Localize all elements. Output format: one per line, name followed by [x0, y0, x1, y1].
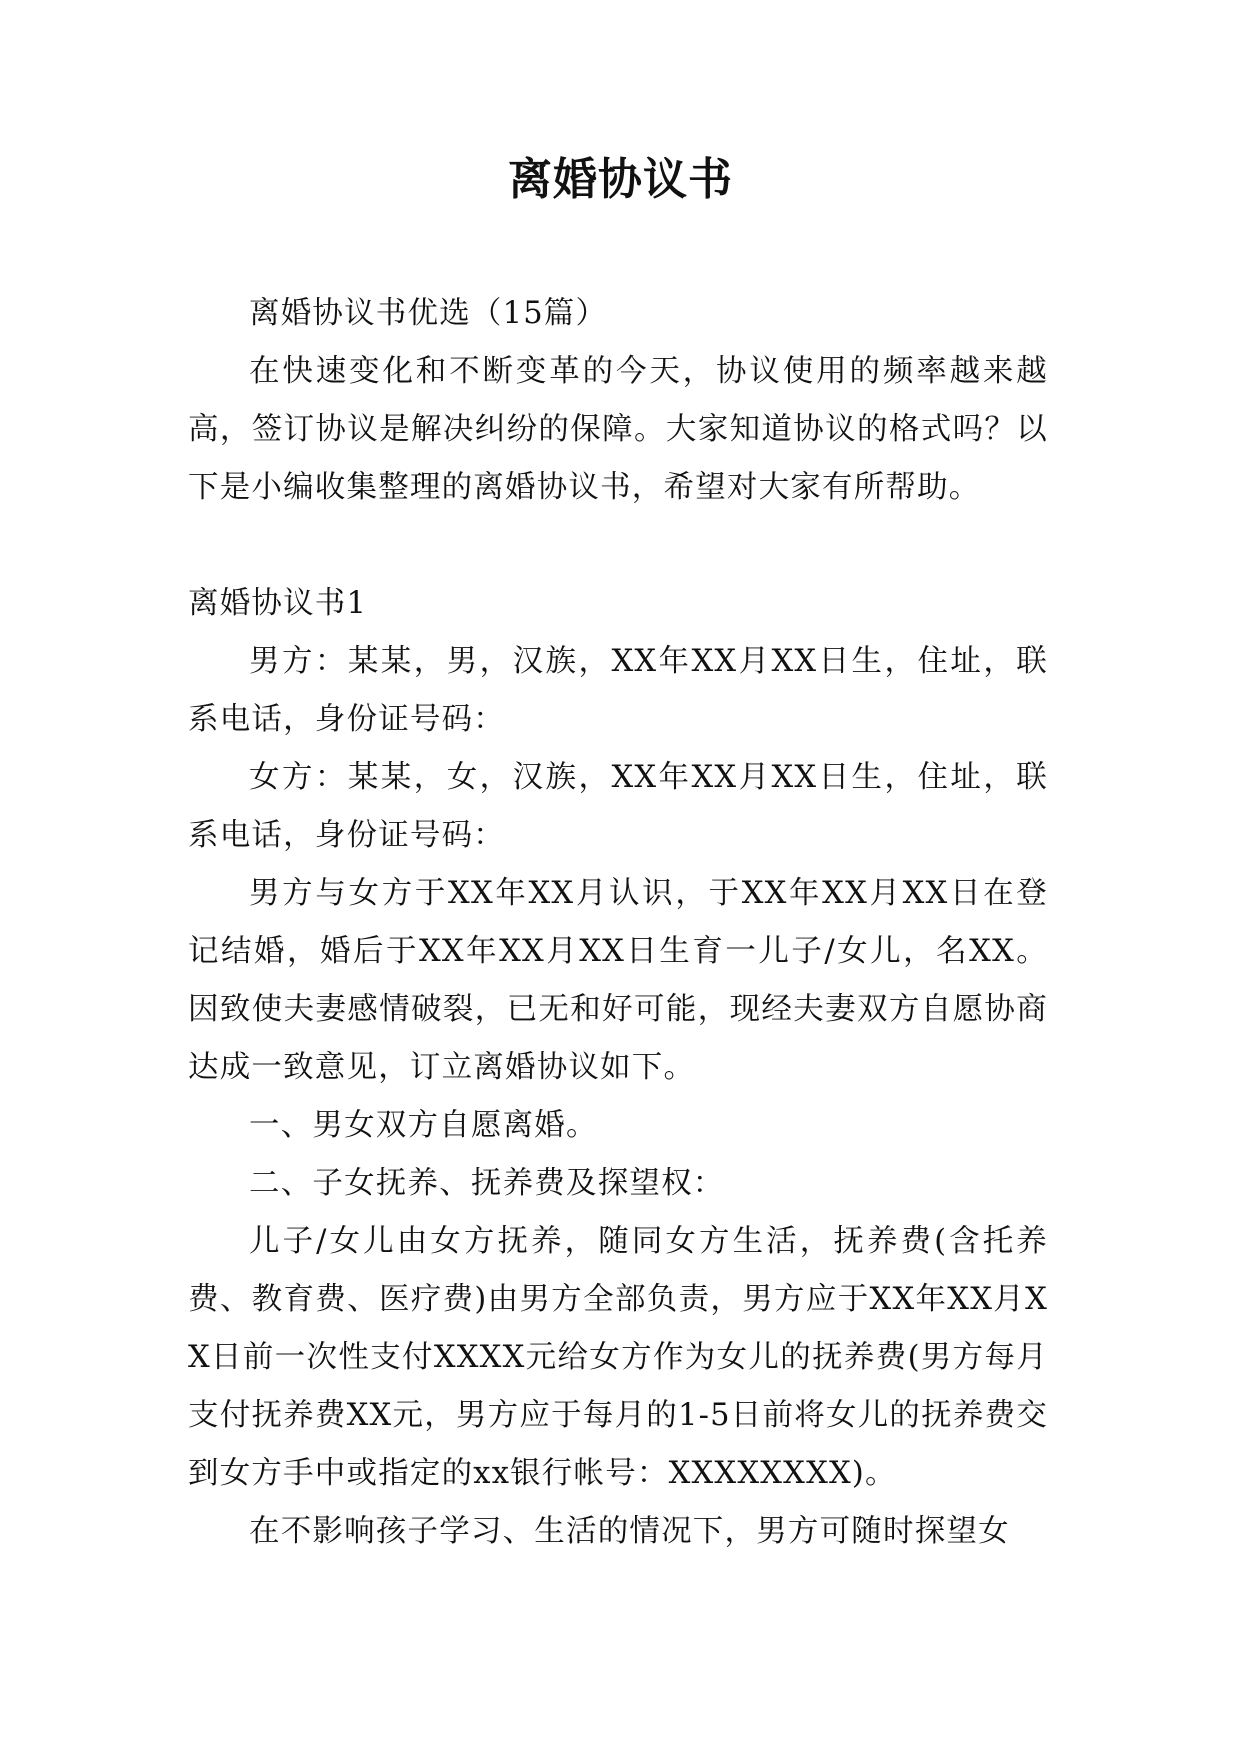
paragraph-marriage-facts: 男方与女方于XX年XX月认识，于XX年XX月XX日在登记结婚，婚后于XX年XX月XX日生育一儿子/女儿，名XX。因致使夫妻感情破裂，已无和好可能，现经夫妻双方自愿协商达成一致意见，订立离婚协议如下。	[188, 876, 1048, 1085]
document-subtitle: 离婚协议书优选（15篇）	[249, 296, 608, 331]
intro-paragraph: 在快速变化和不断变革的今天，协议使用的频率越来越高，签订协议是解决纠纷的保障。大家知道协议的格式吗？以下是小编收集整理的离婚协议书，希望对大家有所帮助。	[188, 354, 1048, 505]
paragraph-spacer	[188, 517, 1048, 575]
clause-voluntary-divorce: 一、男女双方自愿离婚。	[249, 1108, 598, 1143]
clause-child-custody-heading: 二、子女抚养、抚养费及探望权：	[249, 1166, 725, 1201]
section-heading: 离婚协议书1	[188, 586, 368, 621]
document-body	[188, 285, 1048, 1561]
paragraph-visitation: 在不影响孩子学习、生活的情况下，男方可随时探望女	[249, 1514, 1010, 1549]
document-title: 离婚协议书	[508, 154, 733, 205]
paragraph-male-party: 男方：某某，男，汉族，XX年XX月XX日生，住址，联系电话，身份证号码：	[188, 644, 1048, 737]
paragraph-female-party: 女方：某某，女，汉族，XX年XX月XX日生，住址，联系电话，身份证号码：	[188, 760, 1048, 853]
paragraph-child-support: 儿子/女儿由女方抚养，随同女方生活，抚养费(含托养费、教育费、医疗费)由男方全部负责，男方应于XX年XX月XX日前一次性支付XXXX元给女方作为女儿的抚养费(男方每月支付抚养费XX元，男方应于每月的1-5日前将女儿的抚养费交到女方手中或指定的xx银行帐号：XXXXXXXX)。	[188, 1224, 1048, 1491]
